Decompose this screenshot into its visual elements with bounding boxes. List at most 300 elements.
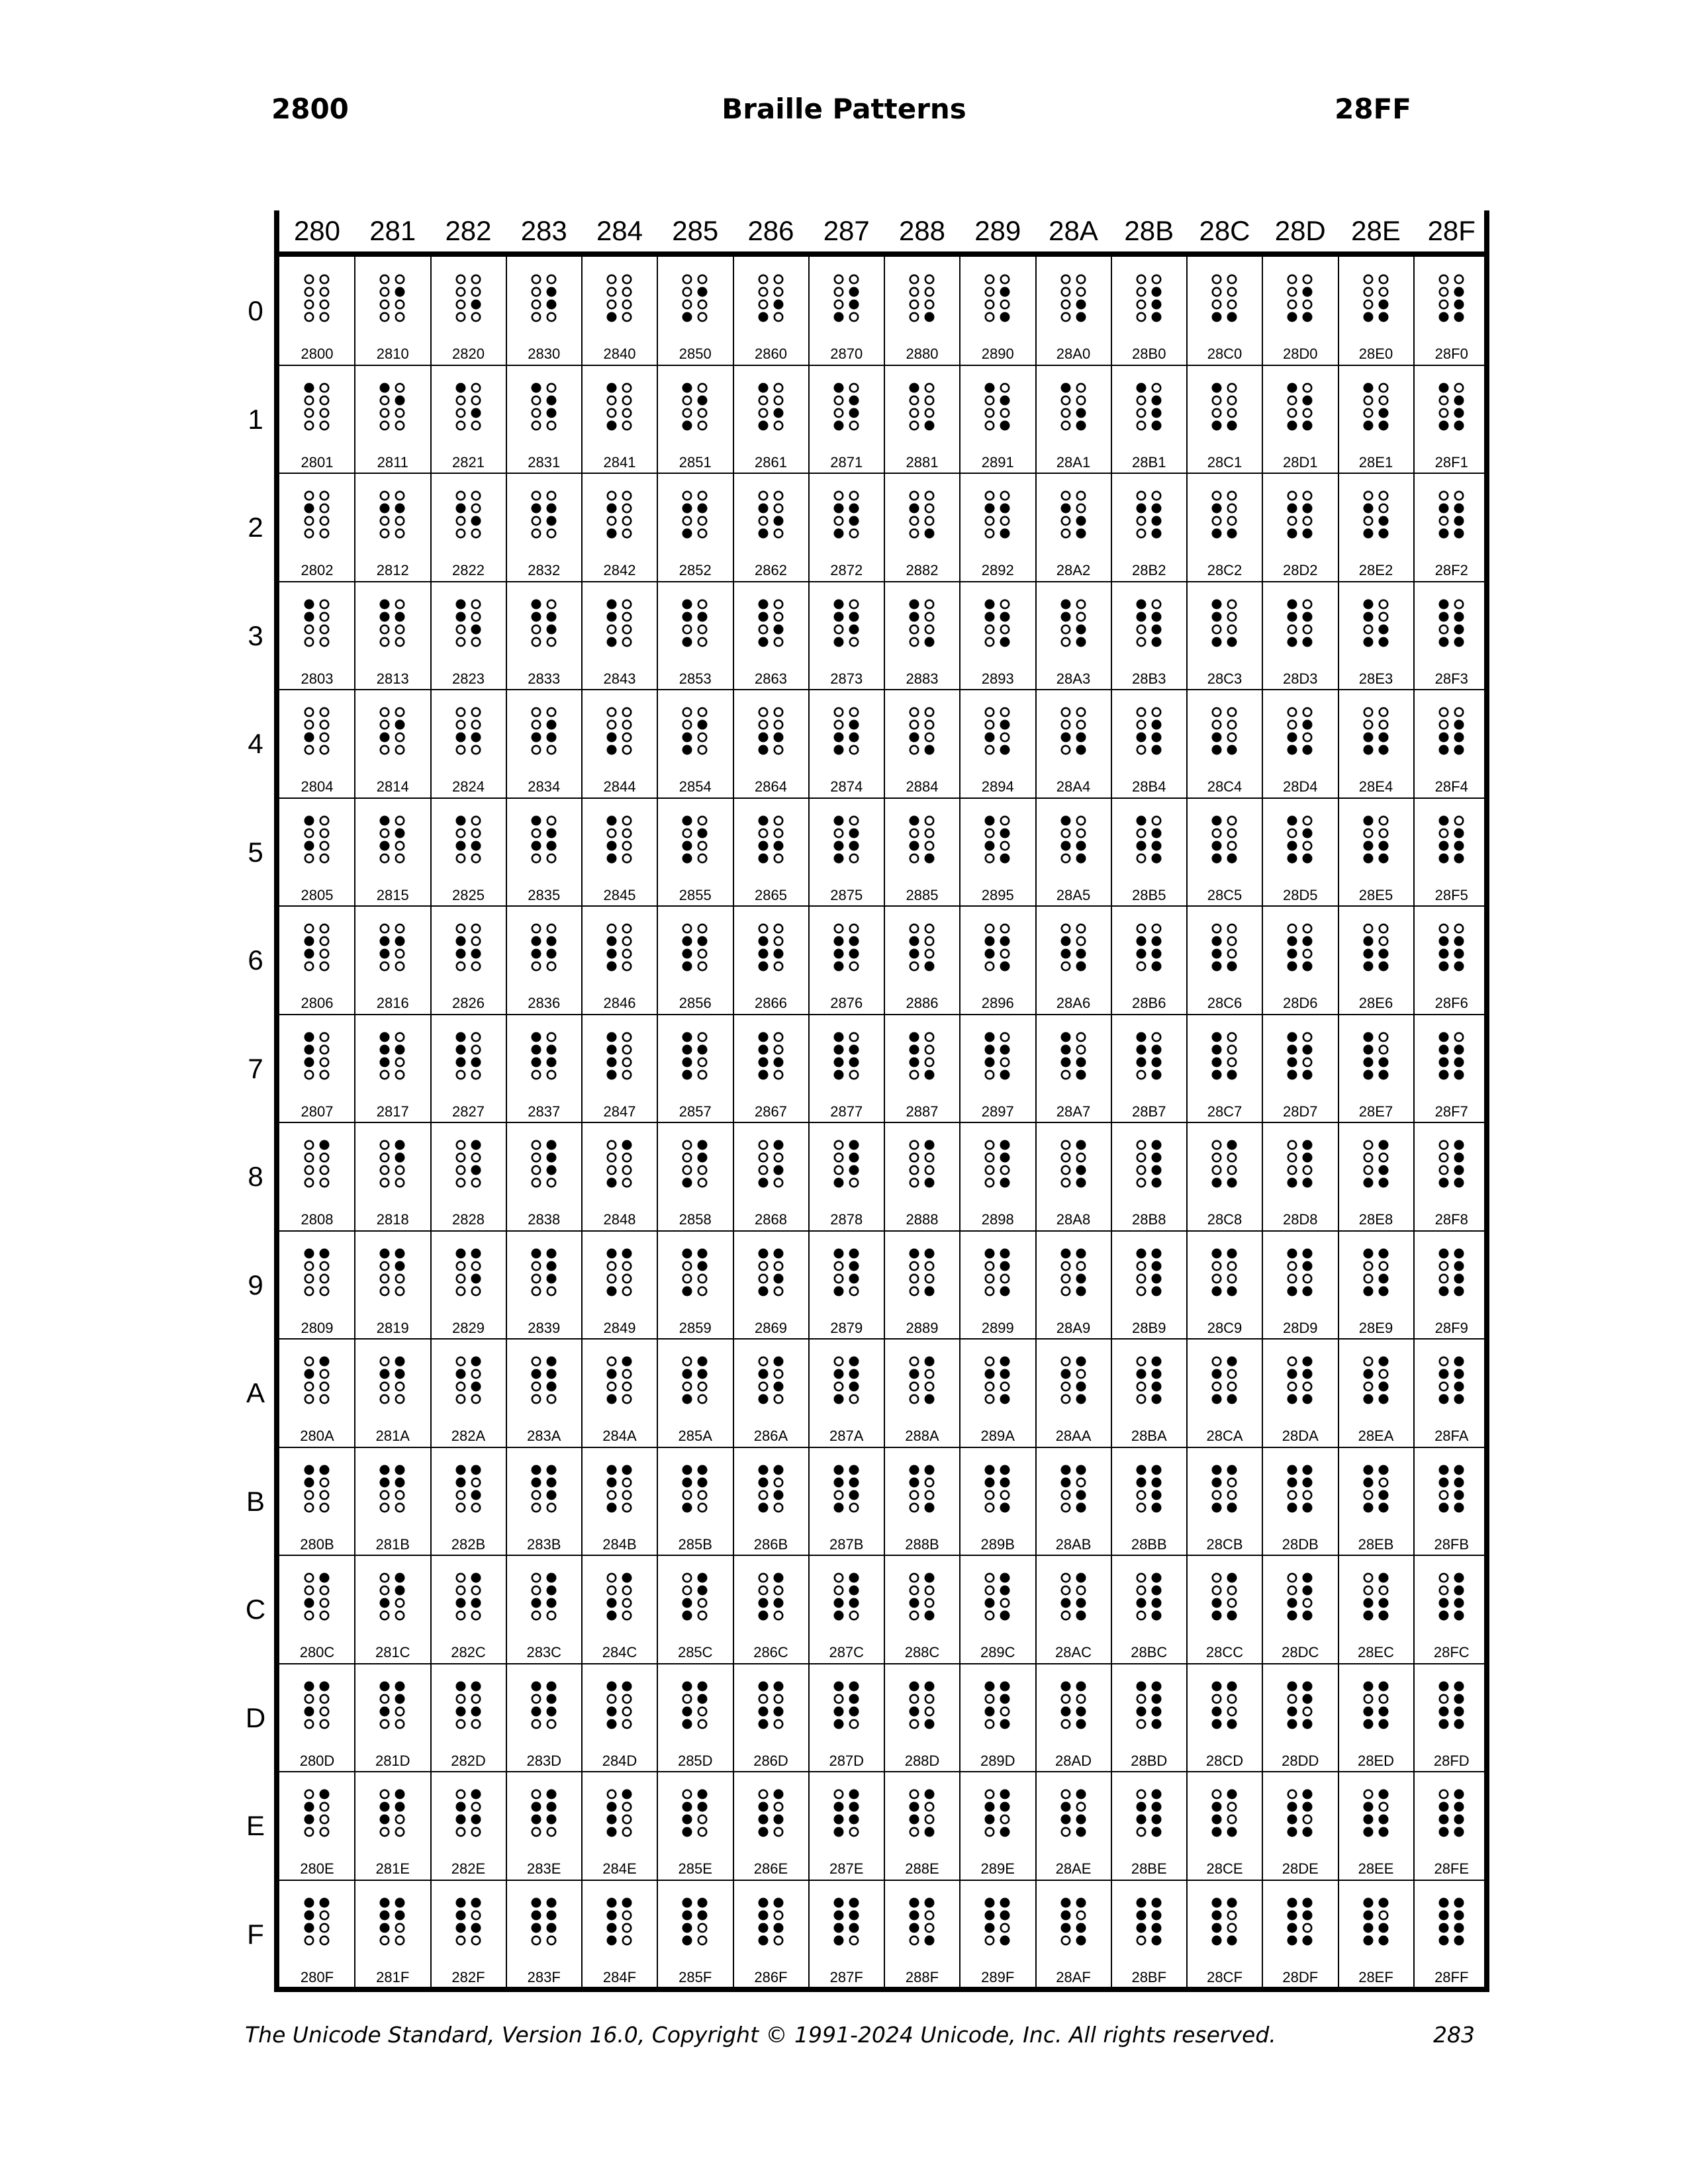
raised-dot xyxy=(607,612,617,621)
code-point-label: 2851 xyxy=(679,453,712,471)
raised-dot xyxy=(833,1815,843,1825)
code-point-label: 287F xyxy=(829,1968,863,1985)
unraised-dot xyxy=(925,504,933,512)
unraised-dot xyxy=(1001,383,1009,391)
raised-dot xyxy=(985,383,995,392)
unraised-dot xyxy=(305,275,313,283)
raised-dot xyxy=(1363,1369,1373,1379)
glyph-cell xyxy=(1036,1880,1111,1989)
raised-dot xyxy=(380,841,390,850)
unraised-dot xyxy=(381,1612,389,1619)
unraised-dot xyxy=(1440,925,1448,933)
braille-pattern-glyph xyxy=(884,1122,960,1208)
raised-dot xyxy=(758,1935,768,1945)
raised-dot xyxy=(910,841,919,850)
unraised-dot xyxy=(1228,504,1236,512)
unraised-dot xyxy=(456,1166,464,1174)
unraised-dot xyxy=(1137,721,1145,729)
raised-dot xyxy=(1288,1935,1297,1945)
raised-dot xyxy=(698,1261,708,1271)
unraised-dot xyxy=(608,408,616,416)
unraised-dot xyxy=(456,637,464,645)
column-header: 282 xyxy=(445,215,492,246)
unraised-dot xyxy=(986,408,994,416)
unraised-dot xyxy=(986,300,994,308)
unraised-dot xyxy=(396,1274,404,1282)
unraised-dot xyxy=(396,1707,404,1715)
glyph-cell xyxy=(809,365,884,474)
raised-dot xyxy=(607,1611,617,1621)
raised-dot xyxy=(531,1706,541,1716)
glyph-cell xyxy=(1338,1880,1414,1989)
unraised-dot xyxy=(471,1936,479,1944)
raised-dot xyxy=(925,420,935,430)
unraised-dot xyxy=(1440,1357,1448,1365)
glyph-cell xyxy=(506,257,582,365)
unraised-dot xyxy=(698,637,706,645)
raised-dot xyxy=(1303,720,1313,730)
raised-dot xyxy=(833,1681,843,1691)
raised-dot xyxy=(1288,949,1297,959)
unraised-dot xyxy=(986,396,994,404)
unraised-dot xyxy=(986,721,994,729)
braille-pattern-glyph xyxy=(506,1231,582,1317)
code-point-label: 281E xyxy=(375,1860,410,1877)
raised-dot xyxy=(1212,312,1222,322)
raised-dot xyxy=(471,1815,481,1825)
braille-pattern-glyph xyxy=(582,690,657,776)
braille-pattern-glyph xyxy=(1111,1880,1187,1966)
code-point-label: 28E3 xyxy=(1358,670,1393,687)
code-point-label: 2843 xyxy=(603,670,636,687)
raised-dot xyxy=(1303,745,1313,755)
raised-dot xyxy=(1060,1815,1070,1825)
raised-dot xyxy=(1151,1815,1161,1825)
raised-dot xyxy=(1288,1719,1297,1729)
code-point-label: 2898 xyxy=(981,1211,1014,1228)
unraised-dot xyxy=(320,1032,328,1040)
code-point-label: 2858 xyxy=(679,1211,712,1228)
unraised-dot xyxy=(698,383,706,391)
raised-dot xyxy=(531,1465,541,1475)
unraised-dot xyxy=(532,708,540,716)
raised-dot xyxy=(1288,745,1297,755)
raised-dot xyxy=(698,1248,708,1258)
unraised-dot xyxy=(1288,1154,1296,1161)
raised-dot xyxy=(305,1044,314,1054)
code-point-label: 28E8 xyxy=(1358,1211,1393,1228)
raised-dot xyxy=(758,962,768,972)
braille-pattern-glyph xyxy=(1414,1339,1489,1425)
glyph-cell xyxy=(733,1772,809,1880)
raised-dot xyxy=(773,1273,783,1283)
unraised-dot xyxy=(608,288,616,296)
code-point-label: 286E xyxy=(753,1860,788,1877)
raised-dot xyxy=(1000,420,1010,430)
raised-dot xyxy=(1303,420,1313,430)
raised-dot xyxy=(1151,624,1161,634)
unraised-dot xyxy=(986,1383,994,1390)
unraised-dot xyxy=(471,1694,479,1702)
braille-pattern-glyph xyxy=(733,1664,809,1750)
code-point-label: 28E4 xyxy=(1358,778,1393,795)
page-title: Braille Patterns xyxy=(722,93,966,125)
unraised-dot xyxy=(623,1923,631,1931)
unraised-dot xyxy=(456,721,464,729)
code-point-label: 2854 xyxy=(679,778,712,795)
unraised-dot xyxy=(774,612,782,620)
unraised-dot xyxy=(1440,492,1448,500)
raised-dot xyxy=(546,300,556,310)
unraised-dot xyxy=(456,1612,464,1619)
unraised-dot xyxy=(456,408,464,416)
glyph-cell xyxy=(960,1015,1035,1123)
raised-dot xyxy=(622,1140,632,1150)
braille-pattern-glyph xyxy=(1414,1772,1489,1858)
unraised-dot xyxy=(774,925,782,933)
raised-dot xyxy=(471,1382,481,1392)
unraised-dot xyxy=(850,816,858,824)
code-point-label: 28C0 xyxy=(1207,345,1243,362)
braille-pattern-glyph xyxy=(1187,582,1262,668)
unraised-dot xyxy=(1001,1815,1009,1823)
unraised-dot xyxy=(698,950,706,958)
raised-dot xyxy=(1227,1357,1237,1367)
raised-dot xyxy=(1151,1273,1161,1283)
raised-dot xyxy=(849,1694,859,1704)
raised-dot xyxy=(607,733,617,743)
glyph-cell xyxy=(1036,257,1111,365)
row-header: 8 xyxy=(248,1161,263,1192)
unraised-dot xyxy=(910,829,918,837)
raised-dot xyxy=(305,1815,314,1825)
raised-dot xyxy=(1378,1178,1388,1188)
raised-dot xyxy=(305,949,314,959)
unraised-dot xyxy=(1228,950,1236,958)
braille-pattern-glyph xyxy=(1414,1015,1489,1101)
raised-dot xyxy=(1000,1069,1010,1079)
unraised-dot xyxy=(381,517,389,525)
raised-dot xyxy=(1227,1178,1237,1188)
raised-dot xyxy=(1303,936,1313,946)
raised-dot xyxy=(1000,720,1010,730)
glyph-cell xyxy=(733,473,809,582)
glyph-cell xyxy=(733,1664,809,1772)
code-point-label: 285F xyxy=(679,1968,712,1985)
code-point-label: 280E xyxy=(300,1860,334,1877)
unraised-dot xyxy=(683,1261,691,1269)
braille-pattern-glyph xyxy=(279,582,355,668)
glyph-cell xyxy=(1262,1447,1338,1556)
raised-dot xyxy=(1136,1477,1146,1487)
braille-pattern-glyph xyxy=(1414,257,1489,343)
code-point-label: 2860 xyxy=(755,345,787,362)
raised-dot xyxy=(1076,1790,1086,1799)
code-point-label: 2813 xyxy=(376,670,409,687)
raised-dot xyxy=(305,841,314,850)
braille-pattern-glyph xyxy=(1036,1555,1111,1641)
raised-dot xyxy=(833,962,843,972)
unraised-dot xyxy=(1137,275,1145,283)
raised-dot xyxy=(607,1815,617,1825)
unraised-dot xyxy=(623,1803,631,1811)
raised-dot xyxy=(607,815,617,825)
unraised-dot xyxy=(1137,1828,1145,1836)
unraised-dot xyxy=(608,1154,616,1161)
unraised-dot xyxy=(532,625,540,633)
unraised-dot xyxy=(623,408,631,416)
unraised-dot xyxy=(759,275,767,283)
raised-dot xyxy=(1151,529,1161,539)
unraised-dot xyxy=(774,1936,782,1944)
unraised-dot xyxy=(320,396,328,404)
unraised-dot xyxy=(986,746,994,754)
glyph-cell xyxy=(431,1664,506,1772)
unraised-dot xyxy=(835,1154,843,1161)
unraised-dot xyxy=(623,816,631,824)
raised-dot xyxy=(1227,1140,1237,1150)
unraised-dot xyxy=(532,517,540,525)
unraised-dot xyxy=(471,816,479,824)
raised-dot xyxy=(773,1573,783,1583)
unraised-dot xyxy=(925,1694,933,1702)
braille-pattern-glyph xyxy=(733,1231,809,1317)
unraised-dot xyxy=(1152,816,1160,824)
braille-pattern-glyph xyxy=(809,1880,884,1966)
unraised-dot xyxy=(608,1586,616,1594)
code-point-label: 28AA xyxy=(1055,1428,1092,1444)
unraised-dot xyxy=(396,1032,404,1040)
raised-dot xyxy=(1363,745,1373,755)
raised-dot xyxy=(1000,1935,1010,1945)
unraised-dot xyxy=(1137,1383,1145,1390)
unraised-dot xyxy=(1076,1032,1084,1040)
unraised-dot xyxy=(396,746,404,754)
raised-dot xyxy=(320,1681,330,1691)
unraised-dot xyxy=(320,721,328,729)
raised-dot xyxy=(1454,1178,1464,1188)
raised-dot xyxy=(607,1465,617,1475)
unraised-dot xyxy=(1228,1058,1236,1066)
range-start-label: 2800 xyxy=(271,93,349,125)
unraised-dot xyxy=(759,1261,767,1269)
braille-pattern-glyph xyxy=(355,690,430,776)
raised-dot xyxy=(985,1923,995,1933)
raised-dot xyxy=(531,1923,541,1933)
unraised-dot xyxy=(471,937,479,945)
raised-dot xyxy=(1378,1057,1388,1067)
braille-pattern-glyph xyxy=(960,1772,1035,1858)
code-point-label: 28EE xyxy=(1358,1860,1394,1877)
raised-dot xyxy=(1060,1044,1070,1054)
raised-dot xyxy=(531,949,541,959)
unraised-dot xyxy=(1364,721,1372,729)
unraised-dot xyxy=(1379,396,1387,404)
unraised-dot xyxy=(320,408,328,416)
code-point-label: 28BD xyxy=(1131,1752,1168,1769)
glyph-cell xyxy=(1111,798,1187,907)
raised-dot xyxy=(1000,1153,1010,1163)
glyph-cell xyxy=(884,1664,960,1772)
unraised-dot xyxy=(835,625,843,633)
unraised-dot xyxy=(850,1719,858,1727)
unraised-dot xyxy=(1364,708,1372,716)
raised-dot xyxy=(546,1044,556,1054)
glyph-cell xyxy=(1111,690,1187,798)
unraised-dot xyxy=(471,1370,479,1378)
unraised-dot xyxy=(547,421,555,429)
raised-dot xyxy=(1000,1357,1010,1367)
code-point-label: 286D xyxy=(753,1752,788,1769)
unraised-dot xyxy=(532,1395,540,1403)
braille-pattern-glyph xyxy=(809,906,884,992)
braille-pattern-glyph xyxy=(355,1122,430,1208)
unraised-dot xyxy=(698,854,706,862)
unraised-dot xyxy=(1228,1490,1236,1498)
raised-dot xyxy=(1151,1178,1161,1188)
raised-dot xyxy=(849,408,859,418)
glyph-cell xyxy=(809,1339,884,1447)
raised-dot xyxy=(531,612,541,621)
unraised-dot xyxy=(1137,854,1145,862)
glyph-cell xyxy=(1414,473,1489,582)
unraised-dot xyxy=(835,1490,843,1498)
code-point-label: 28DF xyxy=(1282,1968,1319,1985)
unraised-dot xyxy=(1379,288,1387,296)
unraised-dot xyxy=(698,1179,706,1187)
unraised-dot xyxy=(910,288,918,296)
unraised-dot xyxy=(1061,1070,1069,1078)
unraised-dot xyxy=(925,1058,933,1066)
glyph-cell xyxy=(506,1015,582,1123)
unraised-dot xyxy=(759,1383,767,1390)
glyph-cell xyxy=(884,582,960,690)
braille-pattern-glyph xyxy=(582,1015,657,1101)
raised-dot xyxy=(1438,936,1448,946)
unraised-dot xyxy=(1303,600,1311,608)
glyph-cell xyxy=(279,1015,355,1123)
glyph-cell xyxy=(431,365,506,474)
raised-dot xyxy=(910,1802,919,1812)
unraised-dot xyxy=(456,962,464,970)
unraised-dot xyxy=(1303,1166,1311,1174)
raised-dot xyxy=(985,733,995,743)
glyph-cell xyxy=(1111,1015,1187,1123)
raised-dot xyxy=(1363,841,1373,850)
braille-pattern-glyph xyxy=(582,1772,657,1858)
raised-dot xyxy=(1060,733,1070,743)
raised-dot xyxy=(758,312,768,322)
unraised-dot xyxy=(456,1503,464,1511)
raised-dot xyxy=(1288,853,1297,863)
unraised-dot xyxy=(925,1923,933,1931)
raised-dot xyxy=(698,1369,708,1379)
unraised-dot xyxy=(320,517,328,525)
unraised-dot xyxy=(1228,275,1236,283)
unraised-dot xyxy=(547,1503,555,1511)
raised-dot xyxy=(1076,420,1086,430)
raised-dot xyxy=(1136,949,1146,959)
unraised-dot xyxy=(1379,1803,1387,1811)
code-point-label: 2829 xyxy=(452,1319,485,1336)
raised-dot xyxy=(1151,1286,1161,1296)
raised-dot xyxy=(1151,1502,1161,1512)
unraised-dot xyxy=(1228,733,1236,741)
raised-dot xyxy=(1438,733,1448,743)
unraised-dot xyxy=(1228,1478,1236,1486)
unraised-dot xyxy=(698,1936,706,1944)
glyph-cell xyxy=(1187,257,1262,365)
raised-dot xyxy=(833,1286,843,1296)
raised-dot xyxy=(1000,853,1010,863)
unraised-dot xyxy=(532,1141,540,1149)
raised-dot xyxy=(849,504,859,514)
raised-dot xyxy=(380,1477,390,1487)
braille-pattern-glyph xyxy=(1036,1447,1111,1533)
raised-dot xyxy=(622,1897,632,1907)
column-header: 28B xyxy=(1124,215,1174,246)
unraised-dot xyxy=(910,1166,918,1174)
unraised-dot xyxy=(698,841,706,849)
glyph-cell xyxy=(1111,1122,1187,1231)
code-point-label: 2893 xyxy=(981,670,1014,687)
unraised-dot xyxy=(850,854,858,862)
glyph-cell xyxy=(1111,1772,1187,1880)
unraised-dot xyxy=(320,1395,328,1403)
unraised-dot xyxy=(1455,1032,1463,1040)
unraised-dot xyxy=(1364,625,1372,633)
unraised-dot xyxy=(925,492,933,500)
unraised-dot xyxy=(1228,1599,1236,1607)
unraised-dot xyxy=(396,816,404,824)
raised-dot xyxy=(1288,1897,1297,1907)
unraised-dot xyxy=(1303,300,1311,308)
unraised-dot xyxy=(1001,708,1009,716)
unraised-dot xyxy=(986,529,994,537)
unraised-dot xyxy=(320,1274,328,1282)
unraised-dot xyxy=(320,816,328,824)
code-point-label: 28B8 xyxy=(1132,1211,1166,1228)
raised-dot xyxy=(985,1057,995,1067)
unraised-dot xyxy=(1061,1357,1069,1365)
glyph-cell xyxy=(582,257,657,365)
glyph-cell xyxy=(355,1664,430,1772)
glyph-cell xyxy=(1414,1122,1489,1231)
unraised-dot xyxy=(835,1383,843,1390)
unraised-dot xyxy=(1228,288,1236,296)
code-point-label: 28C6 xyxy=(1207,995,1243,1011)
code-point-label: 285B xyxy=(678,1535,712,1553)
raised-dot xyxy=(1076,300,1086,310)
unraised-dot xyxy=(471,1287,479,1295)
raised-dot xyxy=(607,1178,617,1188)
raised-dot xyxy=(985,1706,995,1716)
raised-dot xyxy=(1151,1897,1161,1907)
code-point-label: 28DD xyxy=(1282,1752,1319,1769)
unraised-dot xyxy=(835,300,843,308)
braille-pattern-glyph xyxy=(1338,365,1414,451)
code-point-label: 2822 xyxy=(452,562,485,578)
unraised-dot xyxy=(1061,517,1069,525)
glyph-cell xyxy=(582,582,657,690)
unraised-dot xyxy=(1364,408,1372,416)
unraised-dot xyxy=(1379,612,1387,620)
raised-dot xyxy=(1438,1827,1448,1837)
raised-dot xyxy=(910,1923,919,1933)
unraised-dot xyxy=(305,1574,313,1582)
unraised-dot xyxy=(1379,600,1387,608)
unraised-dot xyxy=(1061,1141,1069,1149)
